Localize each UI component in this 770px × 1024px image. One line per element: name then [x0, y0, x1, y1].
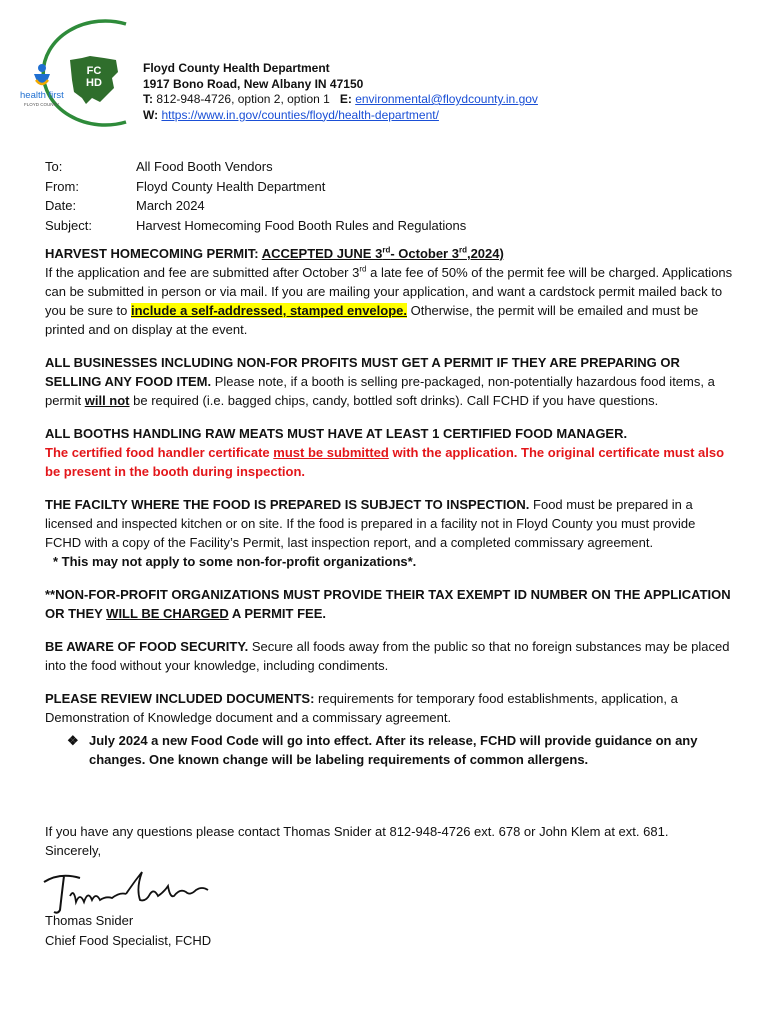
email-link[interactable]: environmental@floydcounty.in.gov — [355, 92, 538, 106]
signer-name: Thomas Snider — [45, 913, 134, 928]
email-prefix: E: — [339, 92, 352, 106]
phone-prefix: T: — [143, 92, 153, 106]
logo-badge-line1: FC — [86, 65, 102, 77]
businesses-text-2: be required (i.e. bagged chips, candy, bottled soft drinks). Call FCHD if you have questions. — [129, 393, 659, 408]
must-be-submitted-text: must be submitted — [273, 445, 389, 460]
review-paragraph — [45, 689, 735, 727]
food-security-paragraph — [45, 637, 735, 675]
web-prefix: W: — [143, 107, 159, 122]
logo-line1: health first — [20, 90, 64, 101]
from-value: Floyd County Health Department — [136, 178, 326, 194]
signer-block — [45, 911, 211, 950]
permit-dates-sup2: rd — [458, 245, 467, 255]
businesses-paragraph — [45, 353, 735, 410]
will-not-text: will not — [84, 393, 130, 408]
will-be-charged-text: WILL BE CHARGED — [106, 606, 229, 621]
handwritten-signature-graphic — [40, 862, 215, 917]
org-address: 1917 Bono Road, New Albany IN 47150 — [143, 76, 364, 91]
website-link[interactable]: https://www.in.gov/counties/floyd/health-department/ — [161, 107, 439, 122]
signer-title: Chief Food Specialist, FCHD — [45, 932, 212, 948]
web-line — [143, 108, 538, 124]
late-fee-text-a: If the application and fee are submitted after October 3 — [45, 265, 360, 280]
raw-meats-paragraph — [45, 424, 735, 481]
memo-subject-row — [45, 216, 466, 236]
permit-dates-sup1: rd — [382, 245, 391, 255]
to-value: All Food Booth Vendors — [136, 159, 273, 174]
food-code-text: July 2024 a new Food Code will go into effect. After its release, FCHD will provide guidance on any changes. One known change will be labeling requirements of common allergens. — [89, 733, 698, 767]
late-fee-sup: rd — [359, 264, 367, 274]
diamond-bullet-icon: ❖ — [67, 733, 79, 748]
mailing-text: Applications can be submitted in person or via mail. If you are mailing your application, and want a cardstock permit mailed back to you be sure to — [45, 265, 733, 318]
phone-number: 812-948-4726, option 2, option 1 — [156, 92, 330, 106]
contact-line — [143, 92, 538, 108]
letterhead — [143, 61, 538, 123]
logo-line2: FLOYD COUNTY — [24, 102, 60, 107]
facility-note: * This may not apply to some non-for-profit organizations*. — [53, 554, 417, 569]
food-security-heading: BE AWARE OF FOOD SECURITY. — [45, 639, 249, 654]
date-value: March 2024 — [136, 198, 205, 213]
review-text: requirements for temporary food establishments, application, a Demonstration of Knowledge document and a commissary agreement. — [45, 691, 678, 725]
sincerely-text: Sincerely, — [45, 843, 102, 858]
from-label: From: — [45, 178, 79, 194]
floyd-county-health-logo — [8, 18, 138, 130]
nonprofit-paragraph — [45, 585, 735, 623]
certificate-text-2: with the application. The original certificate must also be present in the booth during inspection. — [45, 445, 725, 479]
permit-dates-a: ACCEPTED JUNE 3 — [261, 246, 383, 261]
facility-heading: THE FACILTY WHERE THE FOOD IS PREPARED IS SUBJECT TO INSPECTION. — [45, 497, 530, 512]
permit-dates-c: ,2024) — [466, 246, 504, 261]
signature — [40, 862, 215, 917]
businesses-heading: ALL BUSINESSES INCLUDING NON-FOR PROFITS MUST GET A PERMIT IF THEY ARE PREPARING OR SELLING ANY FOOD ITEM. — [45, 355, 680, 389]
food-code-bullet — [45, 731, 735, 769]
nonprofit-text-2: A PERMIT FEE. — [228, 606, 326, 621]
permit-dates-b: - October 3 — [390, 246, 459, 261]
food-security-text: Secure all foods away from the public so that no foreign substances may be placed into the food without your knowledge, including condiments. — [45, 639, 730, 673]
subject-value: Harvest Homecoming Food Booth Rules and Regulations — [136, 217, 467, 233]
late-fee-text-b: a late fee of 50% of the permit fee will be charged. — [366, 265, 660, 280]
questions-text: If you have any questions please contact Thomas Snider at 812-948-4726 ext. 678 or John Klem at ext. 681. — [45, 824, 669, 839]
review-heading: PLEASE REVIEW INCLUDED DOCUMENTS: — [45, 691, 315, 706]
memo-from-row — [45, 177, 466, 197]
health-first-logo-graphic — [8, 18, 138, 130]
envelope-highlight: include a self-addressed, stamped envelope. — [131, 303, 407, 318]
date-label: Date: — [45, 198, 77, 213]
subject-label: Subject: — [45, 217, 92, 233]
raw-meats-heading: ALL BOOTHS HANDLING RAW MEATS MUST HAVE AT LEAST 1 CERTIFIED FOOD MANAGER. — [45, 426, 628, 441]
certificate-text-1: The certified food handler certificate — [45, 445, 274, 460]
facility-text: Food must be prepared in a licensed and inspected kitchen or on site. If the food is prepared in a facility not in Floyd County you must provide FCHD with a copy of the Facility’s Permit, last inspection report, and a completed commissary agreement. — [45, 497, 696, 550]
to-label: To: — [45, 159, 63, 174]
memo-date-row — [45, 196, 466, 216]
letter-body — [45, 244, 735, 769]
businesses-text-1: Please note, if a booth is selling pre-packaged, non-potentially hazardous food items, a permit — [45, 374, 715, 408]
facility-paragraph — [45, 495, 735, 571]
permit-dates — [262, 246, 504, 261]
nonprofit-text-1: **NON-FOR-PROFIT ORGANIZATIONS MUST PROVIDE THEIR TAX EXEMPT ID NUMBER ON THE APPLICATION OR THEY — [45, 587, 731, 621]
memo-to-row — [45, 157, 466, 177]
logo-badge-line2: HD — [86, 77, 102, 89]
permit-paragraph — [45, 244, 735, 339]
org-name: Floyd County Health Department — [143, 61, 330, 75]
permit-heading: HARVEST HOMECOMING PERMIT: — [45, 246, 262, 261]
closing — [45, 822, 668, 860]
emailed-text: Otherwise, the permit will be emailed and must be printed and on display at the event. — [45, 303, 699, 337]
memo-header — [45, 157, 466, 235]
